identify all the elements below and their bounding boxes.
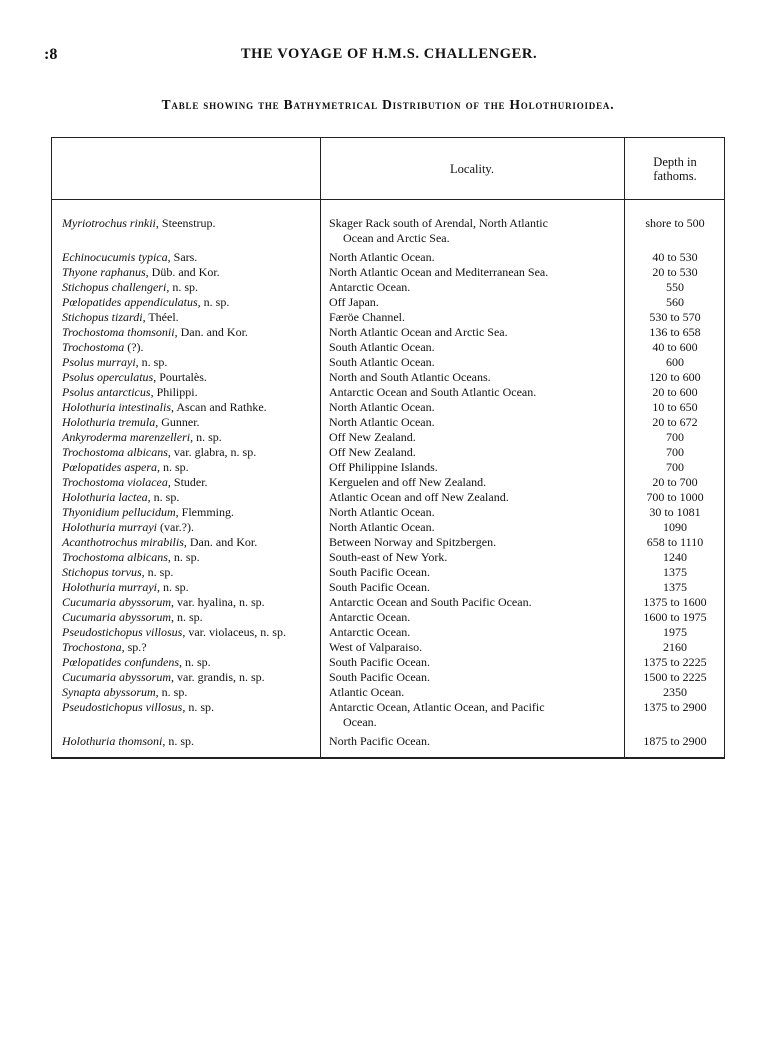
locality-text: Atlantic Ocean and off New Zealand. [329,490,509,504]
depth-cell: 30 to 1081 [649,505,701,519]
locality-cell [329,490,619,505]
species-name: Holothuria murrayi [62,580,158,594]
species-name: Pœlopatides appendiculatus [62,295,198,309]
locality-cell [329,325,619,340]
depth-cell: shore to 500 [645,216,705,230]
species-cell [62,460,320,475]
depth-cell: 20 to 700 [652,475,698,489]
depth-cell: 530 to 570 [649,310,701,324]
species-name: Acanthotrochus mirabilis [62,535,184,549]
species-authority: , Gunner. [155,415,200,429]
locality-text: North and South Atlantic Oceans. [329,370,491,384]
species-authority: , Théel. [142,310,179,324]
table-row [52,520,726,535]
species-cell [62,625,320,640]
species-cell [62,490,320,505]
species-cell [62,415,320,430]
table-row [52,580,726,595]
species-name: Pœlopatides aspera [62,460,157,474]
locality-text: Færöe Channel. [329,310,405,324]
species-cell [62,325,320,340]
depth-cell: 1375 to 1600 [643,595,707,609]
depth-cell: 10 to 650 [652,400,698,414]
species-name: Trochostona [62,640,122,654]
locality-cell [329,640,619,655]
species-authority: , n. sp. [182,700,214,714]
locality-cell [329,280,619,295]
species-name: Thyonidium pellucidum [62,505,176,519]
table-row [52,325,726,340]
locality-cell [329,550,619,565]
species-authority: , var. glabra, n. sp. [167,445,257,459]
table-row [52,310,726,325]
locality-text: South-east of New York. [329,550,448,564]
species-cell [62,685,320,700]
species-authority: , var. hyalina, n. sp. [171,595,265,609]
locality-cell [329,685,619,700]
species-name: Holothuria lactea [62,490,148,504]
species-authority: , n. sp. [197,295,230,309]
locality-cell [329,370,619,385]
locality-text: South Atlantic Ocean. [329,355,435,369]
species-cell [62,700,320,715]
species-name: Trochostoma albicans [62,550,168,564]
locality-cell [329,415,619,430]
species-authority: , n. sp. [179,655,211,669]
locality-cell [329,250,619,265]
page-header [44,46,734,66]
depth-cell: 550 [666,280,684,294]
locality-text: Antarctic Ocean, Atlantic Ocean, and Pacific [329,700,545,714]
locality-text: Antarctic Ocean. [329,610,411,624]
table-row [52,340,726,355]
depth-cell: 1975 [663,625,687,639]
locality-cell [329,460,619,475]
locality-text: Off Japan. [329,295,379,309]
species-cell [62,385,320,400]
species-name: Psolus murrayi [62,355,136,369]
species-authority: , var. grandis, n. sp. [171,670,265,684]
locality-text: Antarctic Ocean and South Pacific Ocean. [329,595,532,609]
locality-text: Antarctic Ocean and South Atlantic Ocean. [329,385,537,399]
species-name: Trochostoma violacea [62,475,168,489]
table-row [52,400,726,415]
table-row [52,505,726,520]
species-authority: , Dan. and Kor. [174,325,248,339]
table-row [52,565,726,580]
species-cell [62,595,320,610]
species-cell [62,734,320,749]
depth-cell: 600 [666,355,684,369]
depth-cell: 700 [666,460,684,474]
species-name: Cucumaria abyssorum [62,670,172,684]
species-name: Holothuria thomsoni [62,734,163,748]
depth-cell: 1875 to 2900 [643,734,707,748]
table-row [52,445,726,460]
locality-cell [329,505,619,520]
species-cell [62,370,320,385]
species-name: Thyone raphanus [62,265,146,279]
species-authority: , Düb. and Kor. [145,265,220,279]
table-row [52,280,726,295]
species-cell [62,520,320,535]
species-authority: , n. sp. [135,355,168,369]
species-cell [62,295,320,310]
species-cell [62,505,320,520]
table-row [52,415,726,430]
species-name: Trochostoma thomsonii [62,325,175,339]
locality-text: North Atlantic Ocean. [329,250,435,264]
table-row [52,655,726,670]
locality-cell [329,670,619,685]
header-rule [52,199,724,200]
depth-cell: 2350 [663,685,687,699]
depth-cell: 40 to 530 [652,250,698,264]
locality-text: North Atlantic Ocean and Arctic Sea. [329,325,508,339]
table-row [52,700,726,730]
depth-cell: 560 [666,295,684,309]
locality-cell [329,595,619,610]
locality-cell [329,355,619,370]
species-authority: , n. sp. [157,460,189,474]
distribution-table [51,137,725,759]
locality-cell [329,400,619,415]
locality-continuation: Ocean. [343,715,377,729]
locality-text: Antarctic Ocean. [329,625,411,639]
depth-cell: 1090 [663,520,687,534]
depth-cell: 20 to 530 [652,265,698,279]
locality-text: North Atlantic Ocean. [329,400,435,414]
species-authority: , Dan. and Kor. [183,535,258,549]
depth-cell: 1375 [663,580,687,594]
locality-cell [329,385,619,400]
species-cell [62,216,320,231]
species-name: Myriotrochus rinkii [62,216,156,230]
species-authority: , n. sp. [167,550,200,564]
locality-text: Off New Zealand. [329,445,416,459]
species-cell [62,475,320,490]
locality-text: South Pacific Ocean. [329,670,430,684]
locality-text: North Atlantic Ocean. [329,505,435,519]
locality-cell [329,216,619,246]
locality-continuation: Ocean and Arctic Sea. [343,231,450,245]
table-row [52,355,726,370]
locality-text: Kerguelen and off New Zealand. [329,475,487,489]
locality-cell [329,310,619,325]
species-cell [62,445,320,460]
species-name: Stichopus challengeri [62,280,167,294]
locality-text: South Pacific Ocean. [329,565,430,579]
depth-cell: 2160 [663,640,687,654]
table-row [52,265,726,280]
species-authority: , Studer. [167,475,208,489]
species-name: Trochostoma [62,340,125,354]
locality-text: Skager Rack south of Arendal, North Atlantic [329,216,548,230]
species-name: Psolus operculatus [62,370,154,384]
table-row [52,550,726,565]
species-name: Pœlopatides confundens [62,655,179,669]
locality-text: Off Philippine Islands. [329,460,438,474]
species-name: Cucumaria abyssorum [62,610,172,624]
species-cell [62,355,320,370]
species-name: Trochostoma albicans [62,445,168,459]
species-authority: (?). [124,340,144,354]
species-authority: , Flemming. [175,505,234,519]
species-name: Holothuria tremula [62,415,156,429]
species-authority: , Ascan and Rathke. [171,400,267,414]
depth-cell: 1375 to 2900 [643,700,707,714]
locality-cell [329,265,619,280]
locality-cell [329,700,619,730]
table-row [52,250,726,265]
species-cell [62,250,320,265]
species-cell [62,655,320,670]
locality-cell [329,430,619,445]
species-cell [62,340,320,355]
locality-text: North Pacific Ocean. [329,734,430,748]
table-row [52,370,726,385]
species-cell [62,640,320,655]
depth-cell: 120 to 600 [649,370,701,384]
locality-text: North Atlantic Ocean. [329,415,435,429]
species-cell [62,580,320,595]
table-title: Table showing the Bathymetrical Distribution of the Holothurioidea. [161,97,615,112]
column-header-depth [624,138,726,199]
locality-text: South Pacific Ocean. [329,655,430,669]
table-row [52,490,726,505]
species-name: Pseudostichopus villosus [62,700,183,714]
page-number: :8 [44,46,58,63]
species-authority: , Sars. [167,250,198,264]
depth-cell: 1240 [663,550,687,564]
locality-text: North Atlantic Ocean and Mediterranean Sea. [329,265,549,279]
locality-text: Between Norway and Spitzbergen. [329,535,497,549]
table-row [52,610,726,625]
locality-cell [329,610,619,625]
table-row [52,535,726,550]
species-cell [62,430,320,445]
species-name: Synapta abyssorum [62,685,156,699]
locality-cell [329,734,619,749]
species-authority: , n. sp. [157,580,189,594]
locality-text: South Pacific Ocean. [329,580,430,594]
species-cell [62,535,320,550]
locality-text: Off New Zealand. [329,430,416,444]
table-row [52,460,726,475]
table-row [52,685,726,700]
depth-cell: 700 to 1000 [646,490,704,504]
species-authority: , n. sp. [190,430,222,444]
locality-cell [329,625,619,640]
species-authority: , n. sp. [155,685,188,699]
species-authority: , Pourtalès. [153,370,207,384]
species-cell [62,310,320,325]
species-cell [62,670,320,685]
depth-cell: 658 to 1110 [646,535,704,549]
depth-cell: 20 to 672 [652,415,698,429]
locality-cell [329,445,619,460]
species-name: Pseudostichopus villosus [62,625,183,639]
table-row [52,385,726,400]
depth-cell: 1375 [663,565,687,579]
table-body [52,216,726,749]
depth-header-line1: Depth in [653,154,697,169]
species-authority: , var. violaceus, n. sp. [182,625,286,639]
table-row [52,216,726,246]
species-cell [62,265,320,280]
species-name: Psolus antarcticus [62,385,151,399]
table-row [52,670,726,685]
species-cell [62,550,320,565]
depth-cell: 1600 to 1975 [643,610,707,624]
species-name: Cucumaria abyssorum [62,595,172,609]
locality-cell [329,340,619,355]
running-head: THE VOYAGE OF H.M.S. CHALLENGER. [240,46,538,62]
species-cell [62,280,320,295]
species-authority: , Steenstrup. [155,216,216,230]
species-cell [62,610,320,625]
locality-cell [329,580,619,595]
locality-text: South Atlantic Ocean. [329,340,435,354]
depth-cell: 20 to 600 [652,385,698,399]
species-authority: , n. sp. [171,610,203,624]
table-row [52,625,726,640]
species-authority: , n. sp. [162,734,195,748]
column-header-locality [320,138,624,199]
table-row [52,475,726,490]
locality-text: Antarctic Ocean. [329,280,411,294]
depth-cell: 700 [666,445,684,459]
locality-cell [329,565,619,580]
locality-cell [329,655,619,670]
species-authority: (var.?). [157,520,194,534]
locality-header-label: Locality. [450,161,494,176]
depth-cell: 1500 to 2225 [643,670,707,684]
species-authority: , sp.? [121,640,147,654]
species-authority: , Philippi. [150,385,198,399]
species-cell [62,400,320,415]
depth-cell: 136 to 658 [649,325,701,339]
species-name: Echinocucumis typica [62,250,168,264]
depth-cell: 1375 to 2225 [643,655,707,669]
species-name: Holothuria intestinalis [62,400,172,414]
species-name: Ankyroderma marenzelleri [62,430,191,444]
species-authority: , n. sp. [147,490,180,504]
species-cell [62,565,320,580]
locality-cell [329,295,619,310]
table-row [52,734,726,749]
depth-cell: 700 [666,430,684,444]
species-name: Stichopus torvus [62,565,142,579]
locality-cell [329,475,619,490]
locality-text: Atlantic Ocean. [329,685,405,699]
species-name: Holothuria murrayi [62,520,158,534]
locality-text: West of Valparaiso. [329,640,423,654]
depth-cell: 40 to 600 [652,340,698,354]
species-name: Stichopus tizardi [62,310,143,324]
depth-header-line2: fathoms. [653,168,697,183]
table-row [52,430,726,445]
locality-text: North Atlantic Ocean. [329,520,435,534]
table-row [52,295,726,310]
species-authority: , n. sp. [166,280,198,294]
table-row [52,640,726,655]
locality-cell [329,520,619,535]
species-authority: , n. sp. [141,565,174,579]
locality-cell [329,535,619,550]
table-row [52,595,726,610]
